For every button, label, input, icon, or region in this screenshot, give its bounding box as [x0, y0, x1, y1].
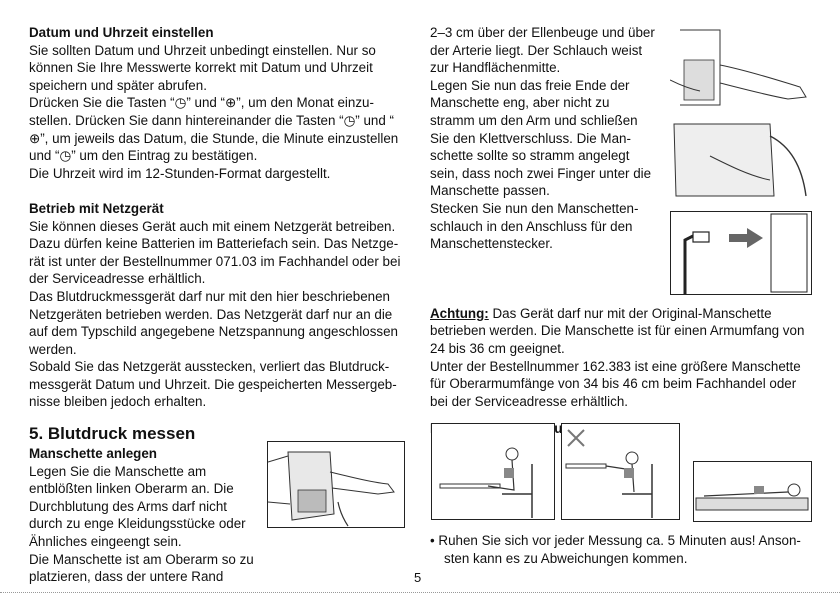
- text-line: stramm um den Arm und schließen: [430, 112, 638, 128]
- text-line: der Arterie liegt. Der Schlauch weist: [430, 42, 643, 58]
- text-line: stellen. Drücken Sie dann hintereinander die Tasten “◷” und “: [29, 112, 395, 128]
- achtung-label: Achtung:: [430, 305, 489, 321]
- text-line: messgerät Datum und Uhrzeit. Die gespeicherten Messergeb-: [29, 376, 397, 392]
- text-line: sten kann es zu Abweichungen kommen.: [444, 550, 688, 566]
- paragraph-manschette: [29, 463, 261, 586]
- text-line: schette sollte so stramm angelegt: [430, 148, 630, 164]
- text-line: rät ist unter der Bestellnummer 071.03 im Fachhandel oder bei: [29, 253, 401, 269]
- text-line: durch zu enge Kleidungsstücke oder: [29, 516, 246, 532]
- cuff-wrap-illustration: [670, 25, 812, 112]
- posture-wrong-illustration: [561, 423, 680, 520]
- text-line: platzieren, dass der untere Rand: [29, 569, 224, 585]
- heading-datum: Datum und Uhrzeit einstellen: [29, 25, 214, 40]
- text-line: Durchblutung des Arms darf nicht: [29, 498, 227, 514]
- posture-lying-illustration: [693, 461, 812, 522]
- cuff-arm-illustration: [267, 441, 405, 528]
- page-bottom-border: [0, 592, 840, 593]
- heading-netzgeraet: Betrieb mit Netzgerät: [29, 200, 164, 216]
- text-line: Manschette passen.: [430, 183, 550, 199]
- text-line: 2–3 cm über der Ellenbeuge und über: [430, 25, 655, 40]
- text-line: Manschette eng, aber nicht zu: [430, 95, 610, 111]
- bullet-rest: [430, 532, 815, 567]
- text-line: Legen Sie die Manschette am: [29, 463, 207, 479]
- text-line: nisse bleiben jedoch erhalten.: [29, 394, 207, 410]
- text-line: ⊕”, um jeweils das Datum, die Stunde, die Minute einzustellen: [29, 130, 399, 146]
- text-line: entblößten linken Oberarm an. Die: [29, 481, 234, 497]
- text-line: sein, dass noch zwei Finger unter die: [430, 165, 652, 181]
- posture-correct-illustration: [431, 423, 555, 520]
- text-line: Sie sollten Datum und Uhrzeit unbedingt einstellen. Nur so: [29, 42, 376, 58]
- text-line: speichern und später abrufen.: [29, 77, 207, 93]
- section-title: 5. Blutdruck messen: [29, 424, 196, 444]
- text-line: Legen Sie nun das freie Ende der: [430, 77, 630, 93]
- text-line: und “◷” um den Eintrag zu bestätigen.: [29, 148, 258, 164]
- text-line: Sie den Klettverschluss. Die Man-: [430, 130, 631, 146]
- text-line: Sobald Sie das Netzgerät ausstecken, verliert das Blutdruck-: [29, 359, 390, 375]
- text-line: Stecken Sie nun den Manschetten-: [430, 200, 639, 216]
- paragraph-datum: [29, 42, 409, 183]
- text-line: Netzgeräten betrieben werden. Das Netzgerät darf nur an die: [29, 306, 393, 322]
- text-line: 24 bis 36 cm geeignet.: [430, 340, 565, 356]
- text-line: Unter der Bestellnummer 162.383 ist eine größere Manschette: [430, 358, 801, 374]
- paragraph-achtung: [430, 305, 815, 411]
- paragraph-continued: [430, 24, 662, 253]
- text-line: für Oberarmumfänge von 34 bis 46 cm beim Fachhandel oder: [430, 376, 797, 392]
- text-line: Das Blutdruckmessgerät darf nur mit den hier beschriebenen: [29, 288, 390, 304]
- text-line: betrieben werden. Die Manschette ist für einen Armumfang von: [430, 323, 805, 339]
- text-line: Die Manschette ist am Oberarm so zu: [29, 551, 254, 567]
- text-line: Ähnliches eingeengt sein.: [29, 534, 182, 550]
- cuff-fasten-illustration: [670, 116, 812, 203]
- text-line: der Serviceadresse erhältlich.: [29, 271, 206, 287]
- paragraph-netzgeraet: [29, 218, 409, 412]
- text-line: Manschettenstecker.: [430, 236, 553, 252]
- text-line: Drücken Sie die Tasten “◷” und “⊕”, um den Monat einzu-: [29, 95, 374, 111]
- page-number: 5: [414, 570, 422, 585]
- text-line: bei der Serviceadresse erhältlich.: [430, 393, 628, 409]
- connector-illustration: [670, 211, 812, 295]
- text-line: werden.: [29, 341, 77, 357]
- text-line: auf dem Typschild angegebene Netzspannung angeschlossen: [29, 324, 399, 340]
- text-line: Dazu dürfen keine Batterien im Batteriefach sein. Das Netzge-: [29, 236, 399, 252]
- text-line: zur Handflächenmitte.: [430, 60, 561, 76]
- text-line: können Sie Ihre Messwerte korrekt mit Datum und Uhrzeit: [29, 60, 373, 76]
- text-line: schlauch in den Anschluss für den: [430, 218, 633, 234]
- text-line: • Ruhen Sie sich vor jeder Messung ca. 5 Minuten aus! Anson-: [430, 533, 801, 548]
- text-line: Sie können dieses Gerät auch mit einem Netzgerät betreiben.: [29, 218, 396, 234]
- heading-manschette: Manschette anlegen: [29, 446, 157, 462]
- text-line: Das Gerät darf nur mit der Original-Manschette: [488, 305, 772, 321]
- text-line: Die Uhrzeit wird im 12-Stunden-Format dargestellt.: [29, 165, 331, 181]
